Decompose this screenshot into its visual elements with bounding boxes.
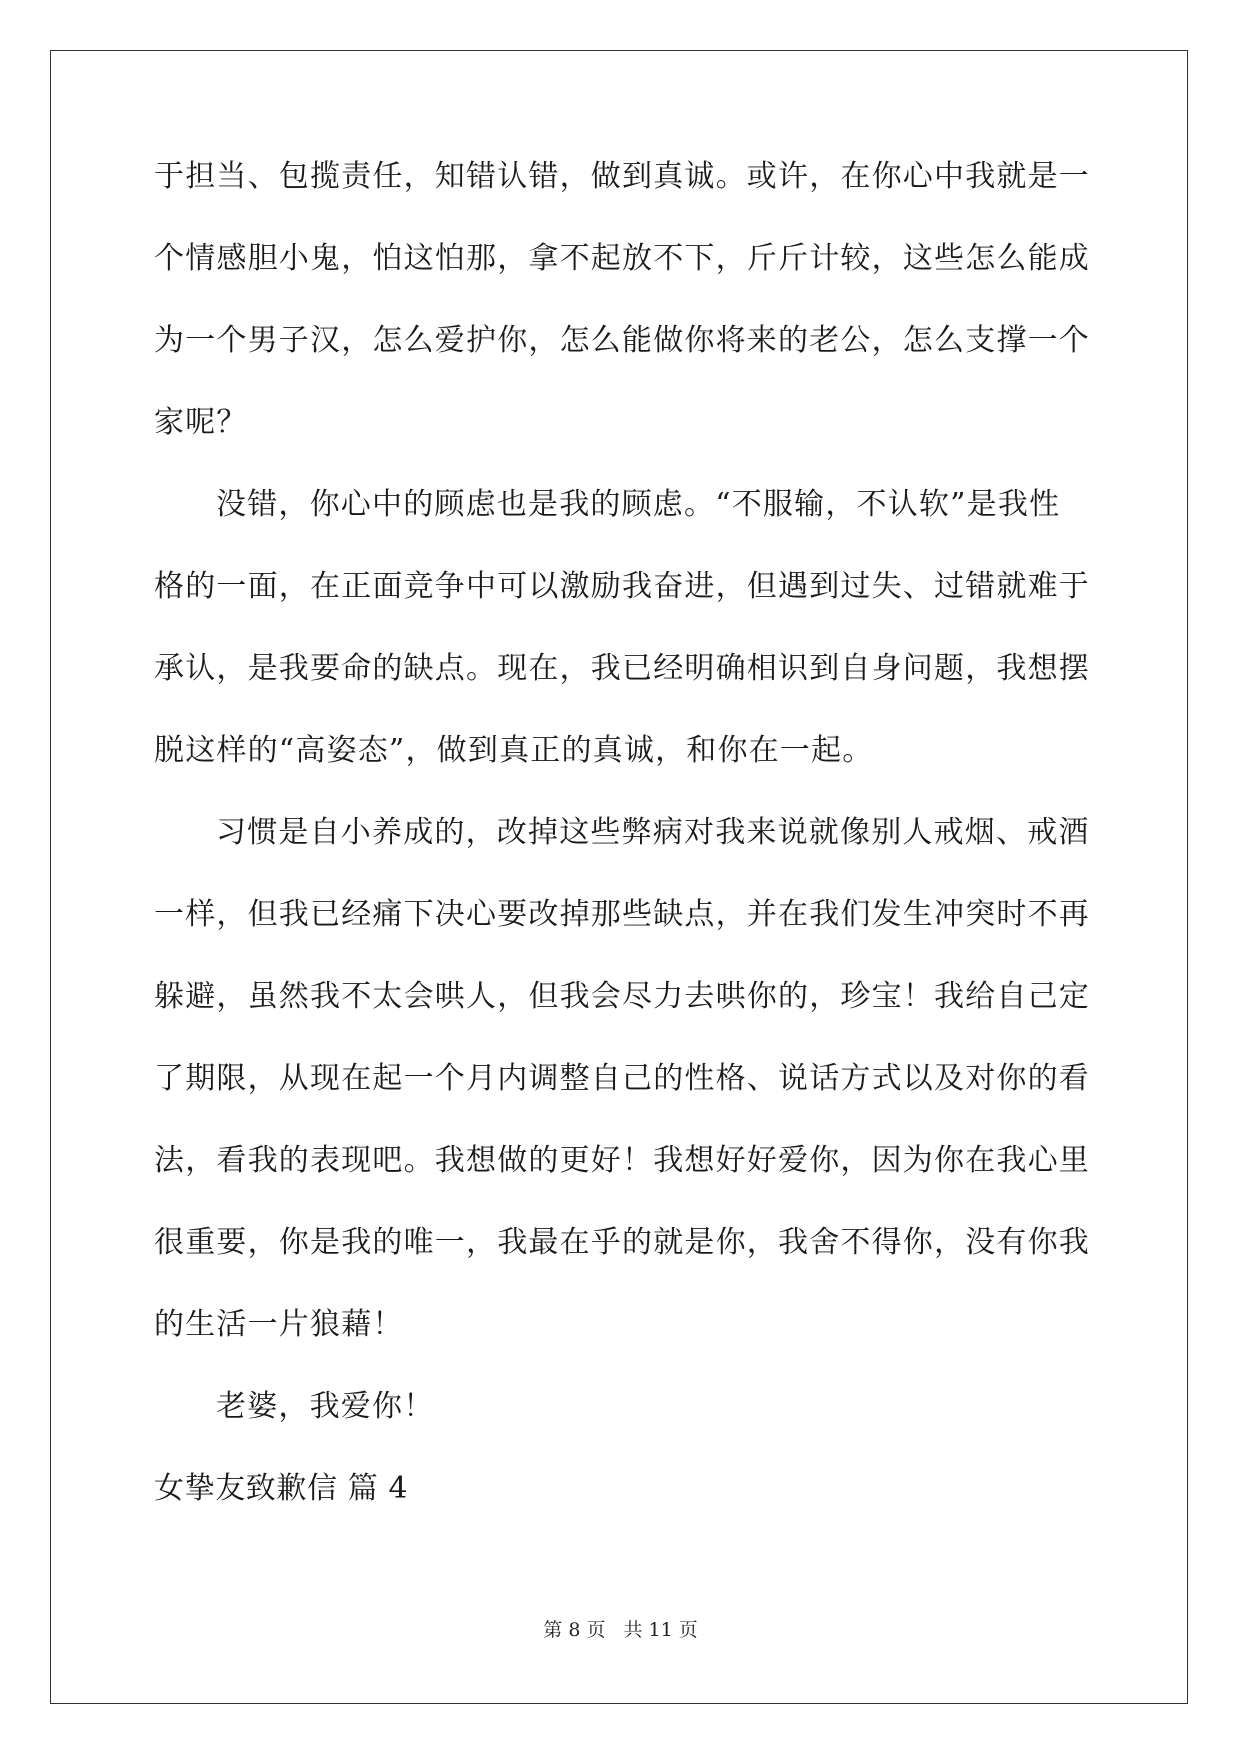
page-number: 第 8 页 bbox=[543, 1619, 606, 1641]
body-line: 法，看我的表现吧。我想做的更好！我想好好爱你，因为你在我心里 bbox=[154, 1143, 1090, 1178]
body-line: 了期限，从现在起一个月内调整自己的性格、说话方式以及对你的看 bbox=[154, 1061, 1090, 1096]
body-line: 的生活一片狼藉！ bbox=[154, 1307, 404, 1342]
body-line: 躲避，虽然我不太会哄人，但我会尽力去哄你的，珍宝！我给自己定 bbox=[154, 979, 1090, 1014]
body-line: 脱这样的“高姿态”，做到真正的真诚，和你在一起。 bbox=[154, 733, 874, 768]
paragraph-first-line: 没错，你心中的顾虑也是我的顾虑。“不服输，不认软”是我性 bbox=[216, 487, 1061, 522]
body-line: 一样，但我已经痛下决心要改掉那些缺点，并在我们发生冲突时不再 bbox=[154, 897, 1090, 932]
section-heading: 女挚友致歉信 篇 4 bbox=[154, 1471, 409, 1506]
body-line: 承认，是我要命的缺点。现在，我已经明确相识到自身问题，我想摆 bbox=[154, 651, 1090, 686]
body-line: 为一个男子汉，怎么爱护你，怎么能做你将来的老公，怎么支撑一个 bbox=[154, 323, 1090, 358]
document-body bbox=[154, 156, 1094, 1540]
body-line: 个情感胆小鬼，怕这怕那，拿不起放不下，斤斤计较，这些怎么能成 bbox=[154, 241, 1090, 276]
body-line: 于担当、包揽责任，知错认错，做到真诚。或许，在你心中我就是一 bbox=[154, 159, 1090, 194]
paragraph-first-line: 习惯是自小养成的，改掉这些弊病对我来说就像别人戒烟、戒酒 bbox=[216, 815, 1090, 850]
body-line: 格的一面，在正面竞争中可以激励我奋进，但遇到过失、过错就难于 bbox=[154, 569, 1090, 604]
closing-line: 老婆，我爱你！ bbox=[216, 1389, 435, 1424]
page-total: 共 11 页 bbox=[623, 1619, 698, 1641]
body-line: 家呢？ bbox=[154, 405, 248, 440]
body-line: 很重要，你是我的唯一，我最在乎的就是你，我舍不得你，没有你我 bbox=[154, 1225, 1090, 1260]
page-footer bbox=[0, 1618, 1241, 1642]
